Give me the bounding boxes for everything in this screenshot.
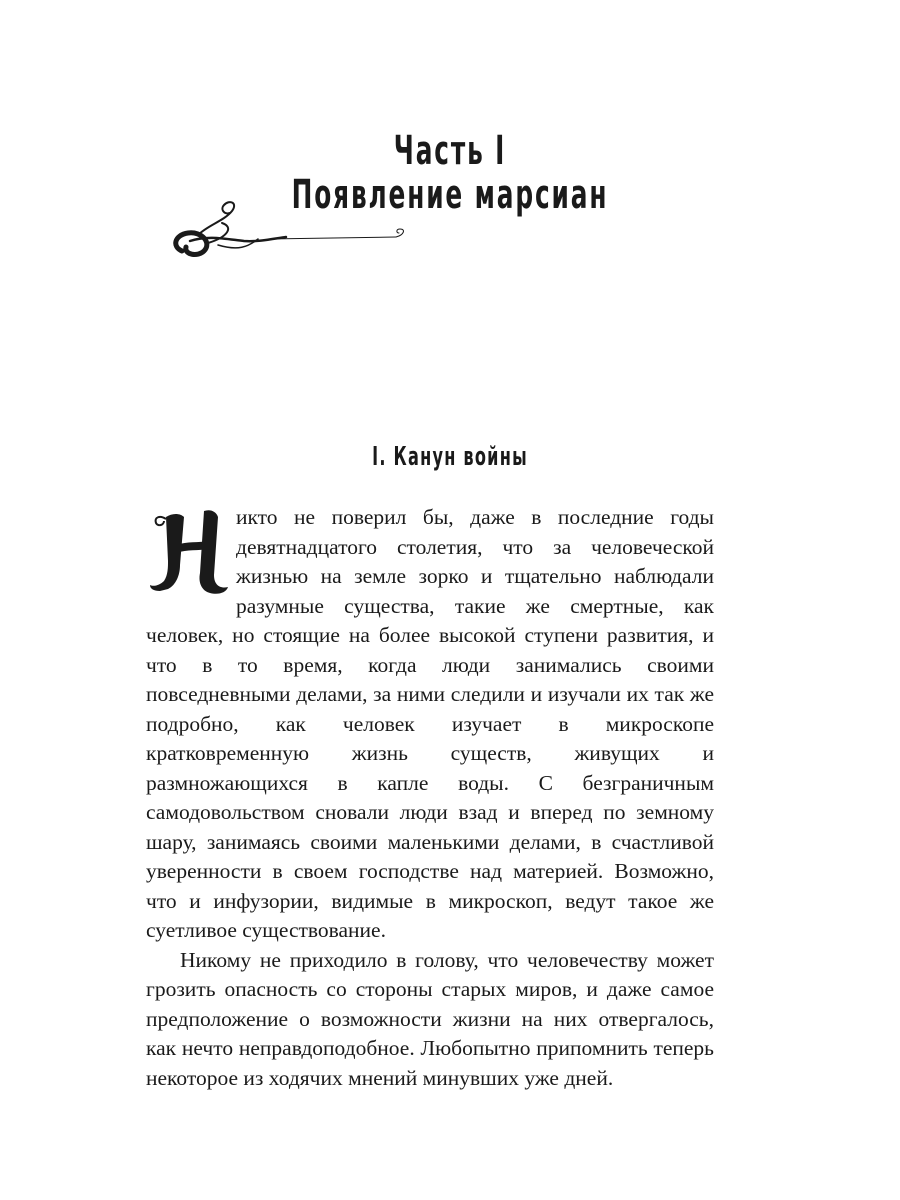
body-text [146,503,714,1093]
part-name-heading: Появление марсиан [291,172,609,218]
drop-cap-ornate-letter [146,505,232,597]
flourish-ornament [168,195,413,267]
paragraph-2: Никому не приходило в голову, что человечеству может грозить опасность со стороны старых миров, и даже самое предположение о возможности жизни на них отвергалось, как нечто неправдоподобное. Любопытно припомнить теперь некоторое из ходячих мнений минувших уже дней. [146,947,714,1090]
part-number-heading: Часть I [393,128,507,174]
chapter-title: I. Канун войны [372,442,528,472]
paragraph-1: икто не поверил бы, даже в последние годы девятнадцатого столетия, что за человеческой жизнью на земле зорко и тщательно наблюдали разумные существа, такие же смертные, как человек, но стоящие на более высокой ступени развития, и что в то время, когда люди занимались своими повседневными делами, за ними следили и изучали их так же подробно, как человек изучает в микроскопе кратковременную жизнь существ, живущих и размножающихся в капле воды. С безграничным самодовольством сновали люди взад и вперед по земному шару, занимаясь своими маленькими делами, в счастливой уверенности в своем господстве над материей. Возможно, что и инфузории, видимые в микроскоп, ведут такое же суетливое существование. [146,505,714,942]
